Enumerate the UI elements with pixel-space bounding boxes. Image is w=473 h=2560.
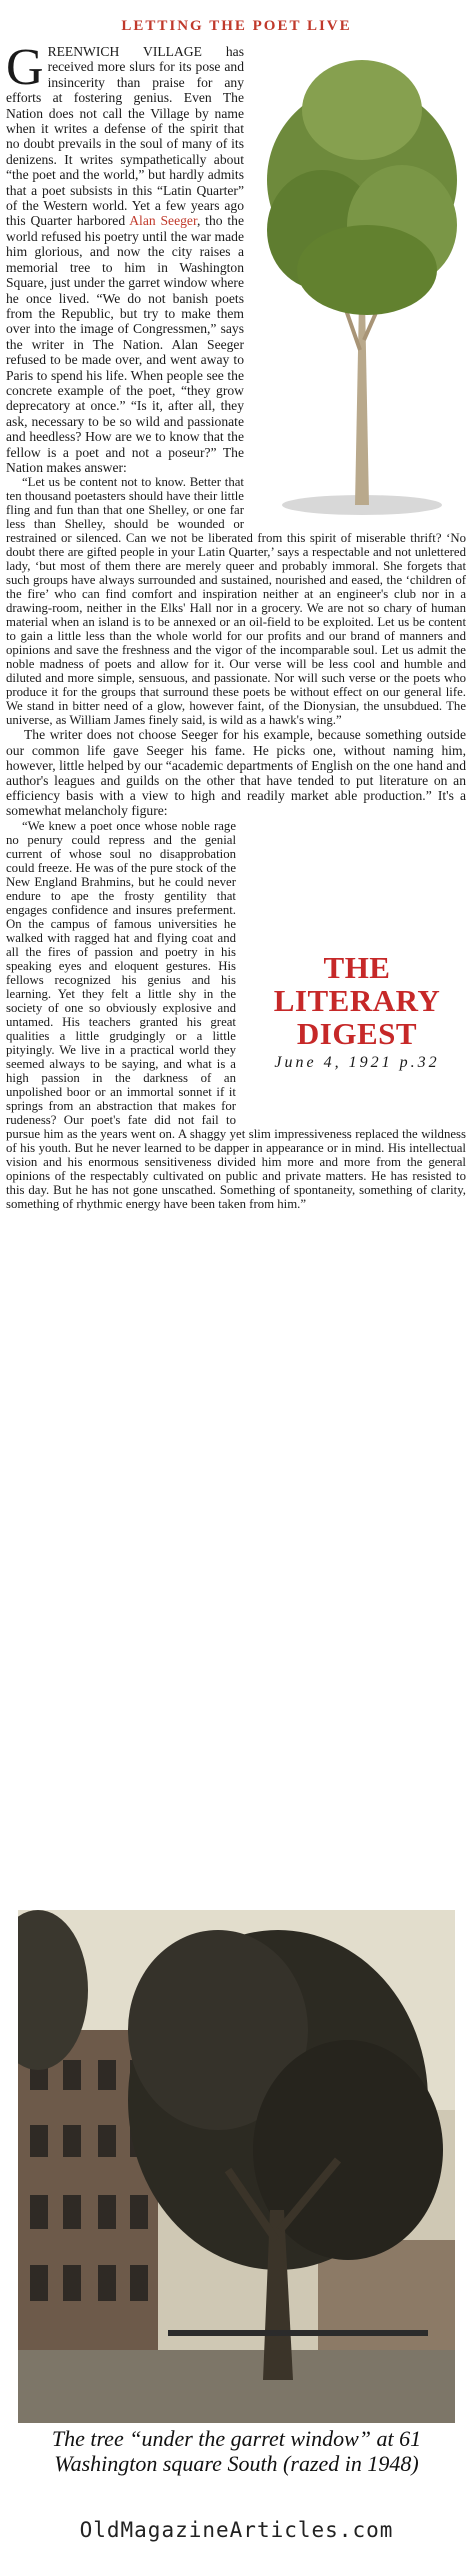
quote-2-text: “We knew a poet once whose noble rage no penury could repress and the genial current of whose soul no disapprobation could freeze. He was of the pure stock of the New England Brahmins, but he could never endure to ape the frosty gentility that engages confidence and insures preferment. On the campus of famous universities he walked with ragged hat and flying coat and all the fires of passion and poetry in his speaking eyes and eloquent gestures. His fellows recognized his genius and his learning. Yet they felt a little shy in the society of one so obviously explosive and untamed. His teachers granted his great qualities a little grudgingly or a little pityingly. We live in a practical world they seemed always to be saying, and what is a high passion in the darkness of an unpolished boor or an immortal sonnet if it springs from an abstraction that makes for rudeness? Our poet's fate did not fail to pursue him as the years went on. A shaggy yet slim impressiveness replaced the wildness of his youth. But he never learned to be dapper in appearance or in mind. His intellectual vision and his enormous sensitiveness divided him more and more from the general opinions of the respectably cultivated on public and private matters. He has resisted to this day. But he has not gone unscathed. Something of spontaneity, something of clarity, something of rhythmic energy have been taken from him.”	[6, 818, 466, 1211]
paragraph-2: The writer does not choose Seeger for his example, because something outside our common life gave Seeger his fame. He picks one, without naming him, however, little helped by our “academic departments of English on the one hand and author's leagues and guilds on the other that have tended to put literature on an efficiency basis with a view to high and readily market able production.” It's a somewhat melancholy figure:	[6, 727, 466, 819]
drop-cap: G	[6, 39, 44, 96]
article-body	[6, 39, 466, 1211]
quote-1-text: “Let us be content not to know. Better that ten thousand poetasters should have their little fling and fun than that one Shelley, or one far less than Shelley, should be wounded or restrained or silenced. Can we not be liberated from this spirit of miserable thrift? ‘No doubt there are gifted people in your Latin Quarter,’ says a respectable and not unlettered lady, ‘but most of them there are merely queer and probably immoral. She forgets that such groups have always surrounded and sustained, nourished and eased, the ‘children of the fire’ who can find comfort and inspiration neither at an engineer's club nor in a drawing-room, neither in the Elks' Hall nor in a grocery. We are not so chary of human material when an island is to be annexed or an oil-field to be exploited. Let us be content to gain a little less than the whole world for our profits and our brand of manners and opinions and save the freshness and the vigor of the incomparable soul. Let us admit the noble madness of poets and allow for it. Our verse will be less cool and humble and diluted and more simple, sensuous, and passionate. Nor will such verse or the poets who produce it for the groups that surround these poets be without effect on our general life. We stand in bitter need of a glow, however faint, of the Dionysian, the unsubdued. The universe, as William James finely said, is wild as a hawk's wing.”	[6, 475, 466, 728]
intro-text: REENWICH VILLAGE has received more slurs for its pose and insincerity than praise for any efforts at fostering genius. Even The Nation does not call the Village by name when it writes a defense of the spirit that no doubt prevails in the soul of many of its denizens. It writes sympathetically about “the poet and the world,” but hardly admits that a poet subsists in this “Latin Quarter” of the Western world. Yet a few years ago this Quarter harbored	[6, 44, 244, 229]
article-headline: LETTING THE POET LIVE	[121, 18, 352, 34]
intro-text-continued: , tho the world refused his poetry until the war made him glorious, and now the city raises a memorial tree to him in Washington Square, just under the garret window where he once lived. “We do not banish poets from the Republic, but try to make them over into the image of Congressmen,” says the writer in The Nation. Alan Seeger refused to be made over, and went away to Paris to spend his life. When people see the concrete example of the poet, “they grow deprecatory at once.” “Is it, after all, they ask, necessary to be so wild and passionate and heedless? How are we to know that the fellow is a poet and not a poseur?” The Nation makes answer:	[6, 213, 244, 475]
alan-seeger-link[interactable]: Alan Seeger	[129, 213, 197, 229]
site-footer[interactable]: OldMagazineArticles.com	[79, 2518, 394, 2542]
photo-caption: The tree “under the garret window” at 61 Washington square South (razed in 1948)	[51, 2426, 422, 2476]
memorial-tree-image	[252, 50, 472, 525]
magazine-title: THE LITERARY DIGEST	[273, 949, 441, 1051]
magazine-logo	[242, 831, 472, 1121]
washington-square-photo	[18, 1910, 455, 2423]
nation-quote-2	[6, 819, 466, 1211]
magazine-date: June 4, 1921 p.32	[274, 1053, 440, 1071]
